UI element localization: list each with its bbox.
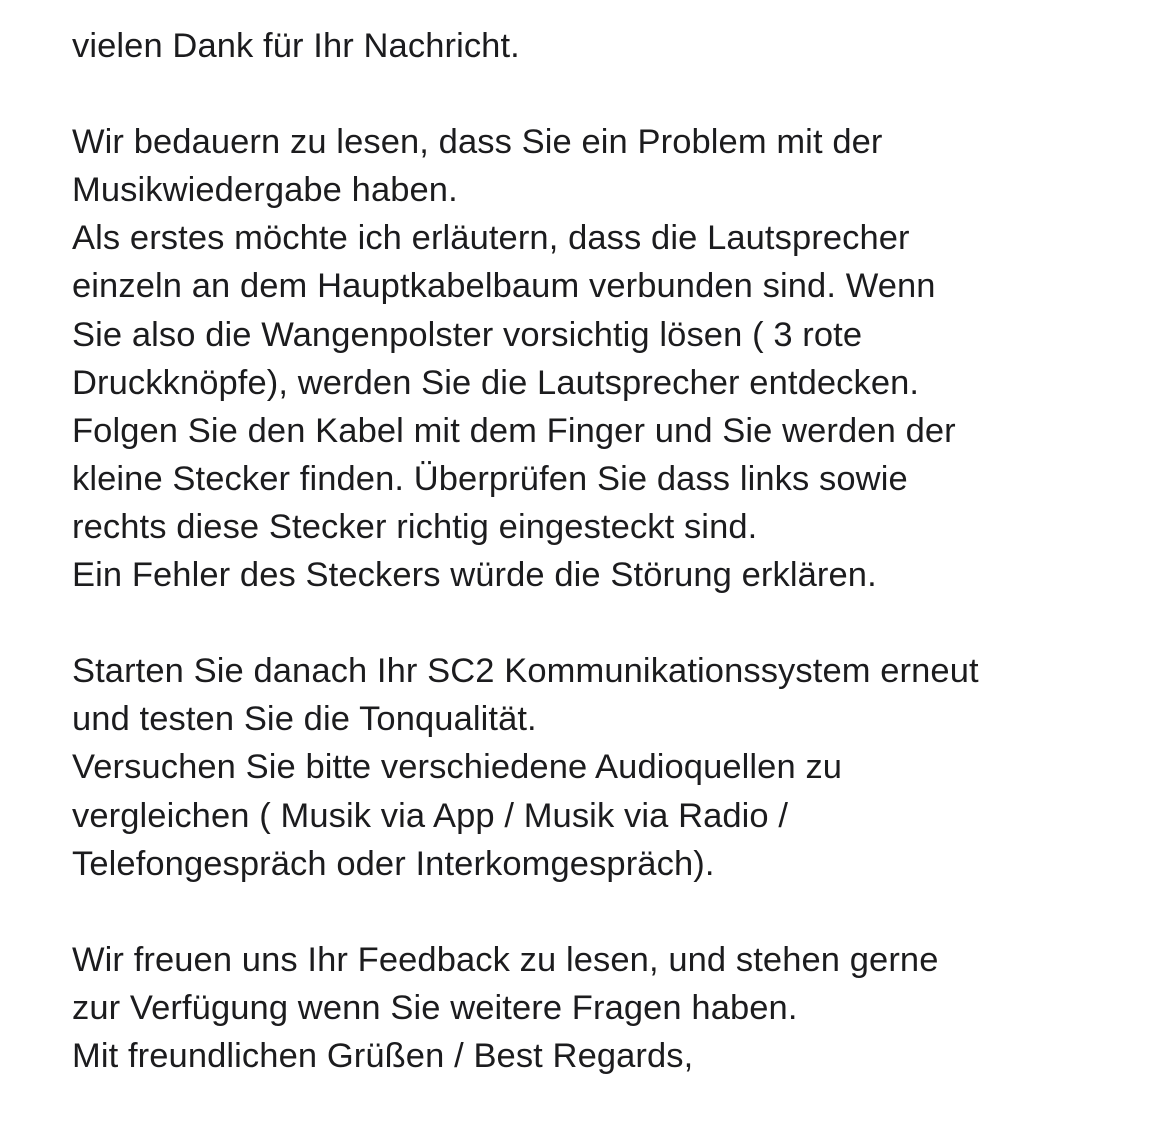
text-line: Wir bedauern zu lesen, dass Sie ein Problem mit der [72, 123, 883, 162]
paragraph-spacer [72, 70, 1132, 118]
text-line: Telefongespräch oder Interkomgespräch). [72, 844, 715, 883]
text-line: Als erstes möchte ich erläutern, dass die Lautsprecher [72, 219, 910, 258]
text-line: vielen Dank für Ihr Nachricht. [72, 27, 520, 65]
paragraph-closing [72, 936, 1132, 1080]
text-line: Wir freuen uns Ihr Feedback zu lesen, und stehen gerne [72, 940, 939, 979]
text-line: Druckknöpfe), werden Sie die Lautsprecher entdecken. [72, 363, 920, 402]
paragraph-spacer [72, 888, 1132, 936]
paragraph-problem [72, 118, 1132, 599]
text-line: Starten Sie danach Ihr SC2 Kommunikationssystem erneut [72, 652, 979, 691]
signoff-line: Mit freundlichen Grüßen / Best Regards, [72, 1036, 694, 1075]
text-line: Ein Fehler des Steckers würde die Störung erklären. [72, 556, 877, 595]
text-line: zur Verfügung wenn Sie weitere Fragen haben. [72, 988, 798, 1027]
text-line: Folgen Sie den Kabel mit dem Finger und Sie werden der [72, 411, 956, 450]
text-line: und testen Sie die Tonqualität. [72, 700, 537, 739]
email-body [72, 22, 1132, 1080]
paragraph-spacer [72, 599, 1132, 647]
text-line: Musikwiedergabe haben. [72, 171, 458, 210]
paragraph-restart [72, 647, 1132, 887]
text-line: Versuchen Sie bitte verschiedene Audioquellen zu [72, 748, 843, 787]
text-line: Sie also die Wangenpolster vorsichtig lösen ( 3 rote [72, 315, 863, 354]
text-line: kleine Stecker finden. Überprüfen Sie dass links sowie [72, 459, 908, 498]
paragraph-greeting [72, 22, 1132, 70]
text-line: vergleichen ( Musik via App / Musik via Radio / [72, 796, 789, 835]
text-line: rechts diese Stecker richtig eingesteckt sind. [72, 507, 758, 546]
text-line: einzeln an dem Hauptkabelbaum verbunden sind. Wenn [72, 267, 936, 306]
